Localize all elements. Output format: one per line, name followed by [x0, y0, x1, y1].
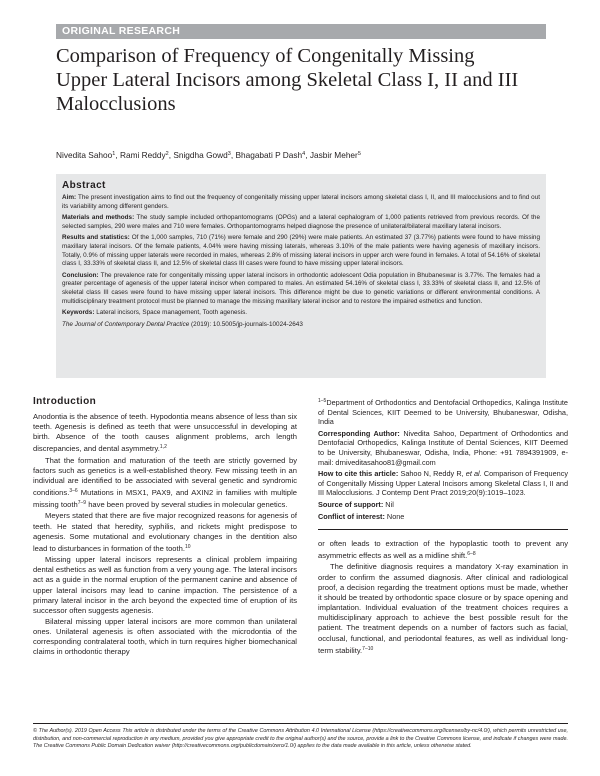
introduction-heading: Introduction — [33, 396, 97, 407]
abstract-keywords-text: Lateral incisors, Space management, Tooth agenesis. — [96, 309, 248, 317]
intro-paragraph — [33, 511, 297, 554]
intro-paragraph: Missing upper lateral incisors represents a clinical problem impairing dental esthetics as well as function from a very young age. The lateral incisors act as a guide in the normal eruption of the permanent canine and absence of upper lateral incisors may lead to canine impaction. The persistence of a primary lateral incisor in the arch beyond the expected time of eruption of its successor often suggests agenesis. — [33, 555, 297, 615]
abstract-methods — [62, 214, 540, 231]
footer-divider — [33, 723, 568, 724]
author-name: Jasbir Meher — [309, 150, 358, 160]
cite-etal: et al. — [465, 469, 482, 479]
right-column — [318, 397, 568, 657]
abstract-keywords — [62, 309, 540, 318]
title-line: Upper Lateral Incisors among Skeletal Class I, II and III — [56, 69, 519, 91]
author-affiliation-mark: 2 — [165, 151, 169, 157]
how-to-cite — [318, 469, 568, 498]
corresponding-text: Nivedita Sahoo, Department of Orthodontics and Dentofacial Orthopedics, Kalinga Institute of Dental Sciences, KIIT Deemed to be University, Bhubaneswar, Odisha, India, Phone: +91 7894391909, e-mail: drniveditasahoo81@gmail.com — [318, 428, 569, 467]
corresponding-label: Corresponding Author: — [318, 428, 400, 438]
conflict-label: Conflict of interest: — [318, 511, 385, 521]
conflict-text: None — [384, 511, 405, 521]
abstract-box — [56, 174, 546, 378]
article-title — [56, 44, 546, 116]
author-affiliation-mark: 4 — [302, 151, 306, 157]
support-label: Source of support: — [318, 499, 384, 509]
abstract-aim-text: The present investigation aims to find out the frequency of congenitally missing upper lateral incisors among skeletal class I, II, and III malocclusions and to find out its variability among different genders. — [62, 194, 540, 210]
body-paragraph-text: or often leads to extraction of the hypoplastic tooth to prevent any asymmetric effects as well as a midline shift. — [318, 539, 568, 561]
citation-ref: 6–8 — [467, 551, 476, 558]
author-name: Rami Reddy — [119, 150, 166, 160]
copyright-notice: © The Author(s). 2019 Open Access This article is distributed under the terms of the Creative Commons Attribution 4.0 International License (https://creativecommons.org/licenses/by-nc/4.0/), which permits unrestricted use, distribution, and non-commercial reproduction in any medium, provided you give appropriate credit to the original author(s) and the source, provide a link to the Creative Commons license, and indicate if changes were made. The Creative Commons Public Domain Dedication waiver (http://creativecommons.org/publicdomain/zero/1.0/) applies to the data made available in this article, unless otherwise stated. — [33, 728, 568, 750]
abstract-conclusion — [62, 272, 540, 306]
journal-doi: (2019): 10.5005/jp-journals-10024-2643 — [189, 320, 303, 328]
abstract-conclusion-label: Conclusion: — [62, 271, 99, 279]
intro-paragraph-text: have been proved by several studies in molecular genetics. — [86, 500, 288, 510]
author-name: Nivedita Sahoo — [56, 150, 113, 160]
abstract-results — [62, 234, 540, 268]
abstract-aim — [62, 194, 540, 211]
citation-ref: 3–6 — [69, 488, 78, 495]
intro-paragraph-text: Anodontia is the absence of teeth. Hypodontia means absence of less than six teeth. Agenesis is defined as teeth that were unsuccessful in developing at birth. Absence of the tooth causes alignment problems, arch length discrepancies, and dental asymmetry. — [33, 412, 297, 454]
affiliation — [318, 397, 568, 427]
citation-ref: 7–10 — [362, 645, 374, 652]
abstract-results-label: Results and statistics: — [62, 234, 130, 242]
abstract-aim-label: Aim: — [62, 194, 77, 201]
abstract-methods-label: Materials and methods: — [62, 214, 135, 222]
abstract-heading: Abstract — [62, 180, 106, 191]
corresponding-author — [318, 429, 568, 467]
citation-ref: 7–9 — [77, 500, 87, 507]
cite-text: Comparison of Frequency of Congenitally Missing Upper Lateral Incisors among Skeletal Class I, II and III Malocclusions. J Contemp Dent Pract 2019;20(9):1019–1023. — [318, 469, 569, 498]
abstract-results-text: Of the 1,000 samples, 710 (71%) were female and 290 (29%) were male patients. An estimated 37 (3.77%) patients were found to have missing maxillary lateral incisors. Of the female patients, 4.04% were having missing laterals, whereas 3.10% of the male patients were having agenesis of maxillary incisors. Totally, 0.9% of missing upper laterals were recorded in males, whereas 2.8% of missing lateral incisors in upper arch were found in females. A total of 54.16% of skeletal class I, 33.33% of skeletal class II, and 12.5% of skeletal class III cases were found to have missing upper lateral incisors. — [62, 234, 540, 268]
author-name: Snigdha Gowd — [173, 150, 228, 160]
cite-label: How to cite this article: — [318, 469, 399, 479]
author-list: Nivedita Sahoo$^1$, Rami Reddy$^2$, Snigdha Gowd$^3$, Bhagabati P Dash$^4$, Jasbir Meher$^5$ — [56, 150, 361, 160]
intro-paragraph — [33, 412, 297, 455]
source-of-support — [318, 500, 568, 510]
intro-paragraph — [33, 456, 297, 511]
author-name: Bhagabati P Dash — [235, 150, 303, 160]
body-paragraph-text: The definitive diagnosis requires a mandatory X-ray examination in order to confirm the assumed diagnosis. After clinical and radiological proof, a decision regarding the treatment options must be made, whether it should be treated by orthodontic space closure or by space opening and implantation. Individual evaluation of the treatment choices requires a multidisciplinary approach to achieve the best possible result for the patient. The treatment depends on a number of factors such as facial, occlusal, functional, and periodontal features, as well as individual long-term stability. — [318, 562, 568, 655]
intro-paragraph-text: Mutations in MSX1, PAX9, and AXIN2 in families with multiple missing tooth — [33, 488, 297, 510]
citation-ref: 1,2 — [159, 444, 167, 451]
author-affiliation-mark: 1 — [112, 151, 116, 157]
left-column — [33, 396, 297, 659]
cite-text: Sahoo N, Reddy R, — [398, 469, 466, 479]
author-affiliation-mark: 5 — [357, 151, 361, 157]
citation-ref: 10 — [184, 543, 191, 550]
title-line: Malocclusions — [56, 93, 176, 115]
body-paragraph — [318, 562, 568, 655]
abstract-conclusion-text: The prevalence rate for congenitally missing upper lateral incisors in orthodontic adolescent Odia population in Bhubaneswar is 3.77%. The females had a greater percentage of agenesis of the upper lateral incisor when compared to males. An estimated 54.16% of skeletal class I, 33.33% of skeletal class II, and 12.5% of skeletal class III cases were found to have missing upper lateral incisors. This difference might be due to genetic variations or different environmental conditions. A multidisciplinary treatment protocol must be planned to manage the missing maxillary lateral incisor and to restore the impaired esthetics and function. — [62, 271, 540, 305]
affiliation-text: Department of Orthodontics and Dentofacial Orthopedics, Kalinga Institute of Dental Sciences, KIIT Deemed to be University, Bhubaneswar, Odisha, India — [318, 398, 568, 427]
intro-paragraph: Bilateral missing upper lateral incisors are more common than unilateral ones. Unilateral agenesis is often associated with the microdontia of the corresponding contralateral tooth, which in turn requires higher biomechanical claims in orthodontic therapy — [33, 616, 297, 657]
author-affiliation-mark: 3 — [227, 151, 231, 157]
conflict-of-interest — [318, 512, 568, 522]
intro-paragraph-text: Meyers stated that there are five major recognized reasons for agenesis of teeth. He stated that heredity, syphilis, and rickets might predispose to agenesis. Some mutational and evolutionary changes in the dentition also lead to disturbances in formation of the tooth. — [33, 511, 297, 553]
section-label: ORIGINAL RESEARCH — [56, 24, 546, 39]
abstract-methods-text: The study sample included orthopantomograms (OPGs) and a lateral cephalogram of 1,000 patients retrieved from previous records. Of the selected samples, 290 were males and 710 were females. Orthopantomograms helped diagnose the presence of unilateral/bilateral maxillary lateral incisors. — [62, 214, 540, 230]
affiliation-ref: 1–5 — [318, 398, 327, 404]
abstract-keywords-label: Keywords: — [62, 309, 95, 317]
intro-paragraph-text: That the formation and maturation of the teeth are strictly governed by factors such as genetics is a well-established theory. Few missing teeth in an individual are identified to be associated with several genetic and syndromic conditions. — [33, 455, 297, 498]
journal-name: The Journal of Contemporary Dental Practice — [62, 320, 190, 328]
journal-citation — [62, 321, 540, 330]
title-line: Comparison of Frequency of Congenitally Missing — [56, 45, 475, 67]
body-paragraph — [318, 539, 568, 561]
article-info-block — [318, 397, 568, 530]
support-text: Nil — [383, 499, 394, 509]
